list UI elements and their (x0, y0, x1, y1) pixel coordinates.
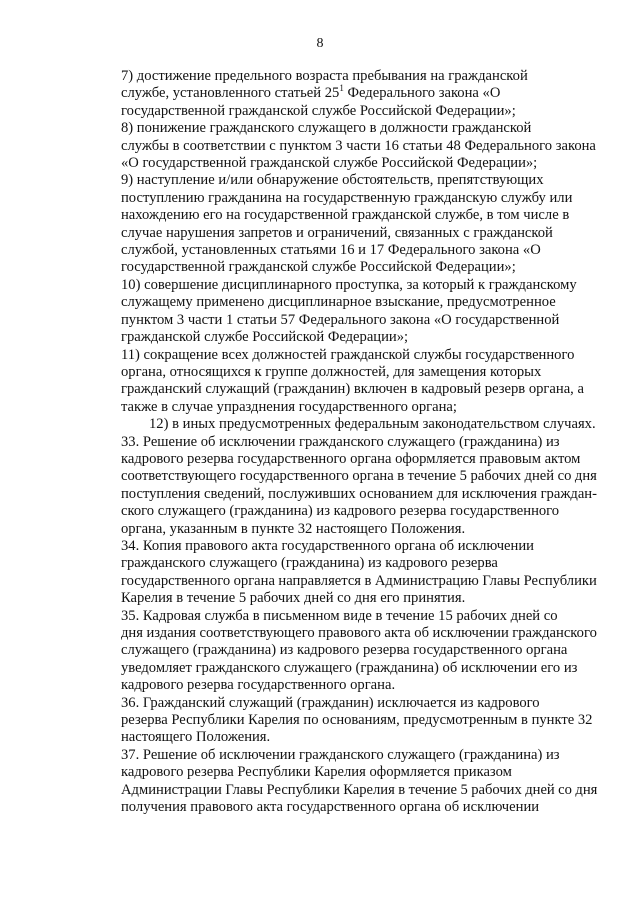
paragraph-line: государственной гражданской службе Российской Федерации»; (121, 102, 516, 119)
paragraph-line: резерва Республики Карелия по основаниям, предусмотренным в пункте 32 (121, 712, 593, 729)
paragraph-line: уведомляет гражданского служащего (гражданина) об исключении его из (121, 659, 578, 676)
paragraph-line: 11) сокращение всех должностей гражданской службы государственного (121, 346, 575, 363)
paragraph-line: кадрового резерва Республики Карелия оформляется приказом (121, 764, 512, 781)
paragraph-line: государственного органа направляется в Администрацию Главы Республики (121, 572, 597, 589)
paragraph-line: органа, указанным в пункте 32 настоящего Положения. (121, 520, 466, 537)
paragraph-line: ского служащего (гражданина) из кадрового резерва государственного (121, 503, 560, 520)
paragraph-11 (93, 347, 597, 417)
paragraph-line: 36. Гражданский служащий (гражданин) исключается из кадрового (121, 694, 540, 711)
paragraph-line: поступления сведений, послуживших основанием для исключения граждан- (121, 485, 597, 502)
paragraph-line: нахождению его на государственной гражданской службе, в том числе в (121, 207, 570, 224)
paragraph-12 (93, 416, 597, 433)
paragraph-line: 8) понижение гражданского служащего в должности гражданской (121, 120, 532, 137)
paragraph-line: службы в соответствии с пунктом 3 части 16 статьи 48 Федерального закона (121, 137, 596, 154)
paragraph-line: органа, относящихся к группе должностей, для замещения которых (121, 363, 542, 380)
paragraph-35 (93, 608, 597, 695)
paragraph-line: гражданского служащего (гражданина) из кадрового резерва (121, 555, 498, 572)
paragraph-line: настоящего Положения. (121, 729, 271, 746)
paragraph-line: получения правового акта государственного органа об исключении (121, 799, 540, 816)
page-number: 8 (316, 36, 324, 51)
paragraph-line: кадрового резерва государственного органа. (121, 677, 396, 694)
paragraph-8 (93, 120, 597, 172)
paragraph-33 (93, 434, 597, 538)
paragraph-7 (93, 68, 597, 120)
paragraph-37 (93, 747, 597, 817)
paragraph-line: 9) наступление и/или обнаружение обстоятельств, препятствующих (121, 172, 544, 189)
paragraph-9 (93, 172, 597, 276)
paragraph-line: 7) достижение предельного возраста пребывания на гражданской (121, 68, 528, 84)
paragraph-line: государственной гражданской службе Российской Федерации»; (121, 259, 516, 276)
paragraph-line: 37. Решение об исключении гражданского служащего (гражданина) из (121, 746, 560, 763)
paragraph-line: гражданский служащий (гражданин) включен в кадровый резерв органа, а (121, 381, 584, 398)
paragraph-line: дня издания соответствующего правового акта об исключении гражданского (121, 625, 597, 641)
paragraph-line: 35. Кадровая служба в письменном виде в течение 15 рабочих дней со (121, 607, 558, 624)
paragraph-36 (93, 695, 597, 747)
paragraph-line: служащему применено дисциплинарное взыскание, предусмотренное (121, 294, 556, 311)
paragraph-10 (93, 277, 597, 347)
paragraph-line: 12) в иных предусмотренных федеральным законодательством случаях. (149, 416, 596, 433)
paragraph-line: 33. Решение об исключении гражданского служащего (гражданина) из (121, 433, 560, 450)
paragraph-line: «О государственной гражданской службе Российской Федерации»; (121, 155, 538, 172)
paragraph-line: службе, установленного статьей 25$^1$ Федерального закона «О (121, 83, 501, 102)
paragraph-line: 34. Копия правового акта государственного органа об исключении (121, 537, 534, 554)
paragraph-line: поступлению гражданина на государственную гражданскую службу или (121, 189, 573, 206)
paragraph-34 (93, 538, 597, 608)
paragraph-line: Администрации Главы Республики Карелия в течение 5 рабочих дней со дня (121, 781, 598, 798)
paragraph-line: также в случае упразднения государственного органа; (121, 398, 457, 415)
paragraph-line: кадрового резерва государственного органа оформляется правовым актом (121, 450, 581, 467)
paragraph-line: случае нарушения запретов и ограничений, связанных с гражданской (121, 224, 553, 241)
paragraph-line: соответствующего государственного органа в течение 5 рабочих дней со дня (121, 468, 597, 485)
paragraph-line: службой, установленных статьями 16 и 17 Федерального закона «О (121, 242, 541, 259)
document-body (93, 68, 597, 816)
paragraph-line: 10) совершение дисциплинарного проступка, за который к гражданскому (121, 276, 577, 293)
footnote-mark: 1 (339, 83, 344, 94)
paragraph-line: пунктом 3 части 1 статьи 57 Федерального закона «О государственной (121, 311, 560, 328)
paragraph-line: гражданской службе Российской Федерации»; (121, 329, 409, 346)
paragraph-line: Карелия в течение 5 рабочих дней со дня его принятия. (121, 590, 466, 607)
paragraph-line: служащего (гражданина) из кадрового резерва государственного органа (121, 642, 568, 659)
